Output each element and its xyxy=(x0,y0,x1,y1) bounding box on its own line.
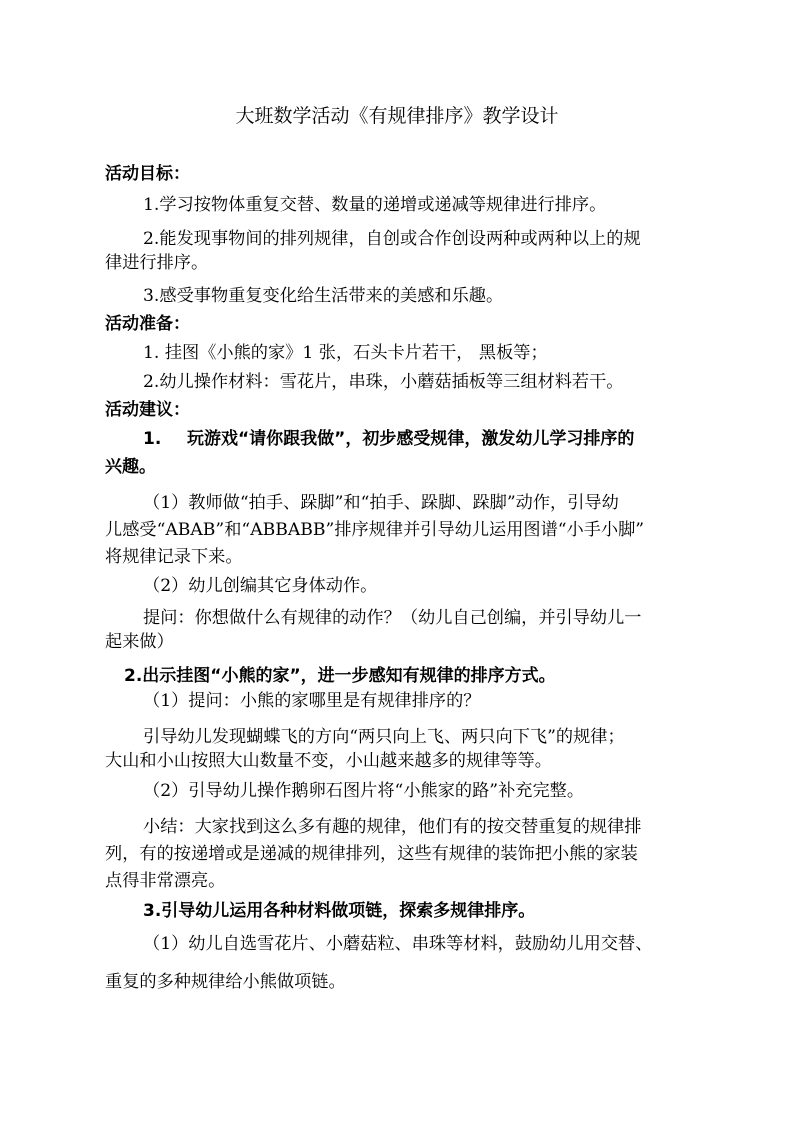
step-1-paragraph-3-line-2: 起来做） xyxy=(105,632,174,652)
step-1-paragraph-3-line-1: 提问：你想做什么有规律的动作？（幼儿自己创编，并引导幼儿一 xyxy=(143,608,642,628)
goal-item-3: 3.感受事物重复变化给生活带来的美感和乐趣。 xyxy=(143,286,504,306)
step-3-title: 3.引导幼儿运用各种材料做项链，探索多规律排序。 xyxy=(143,901,536,921)
suggestions-heading: 活动建议： xyxy=(105,400,190,420)
goal-item-2-line-2: 律进行排序。 xyxy=(105,253,209,273)
step-2-title: 2.出示挂图“小熊的家”，进一步感知有规律的排序方式。 xyxy=(124,666,556,686)
step-1-title-text: 玩游戏“请你跟我做”，初步感受规律，激发幼儿学习排序的 xyxy=(187,429,635,449)
step-1-paragraph-1-line-1: （1）教师做“拍手、跺脚”和“拍手、跺脚、跺脚”动作，引导幼 xyxy=(143,493,619,513)
step-1-title-line-2: 兴趣。 xyxy=(105,457,156,477)
step-1-paragraph-1-line-2: 儿感受“ABAB”和“ABBABB”排序规律并引导幼儿运用图谱“小手小脚” xyxy=(105,520,645,540)
step-2-paragraph-2-line-2: 大山和小山按照大山数量不变，小山越来越多的规律等等。 xyxy=(105,751,552,771)
step-2-paragraph-3: （2）引导幼儿操作鹅卵石图片将“小熊家的路”补充完整。 xyxy=(143,781,585,801)
step-1-number: 1. xyxy=(143,429,162,449)
goal-item-1: 1.学习按物体重复交替、数量的递增或递减等规律进行排序。 xyxy=(143,195,607,215)
preparation-item-1: 1. 挂图《小熊的家》1 张，石头卡片若干， 黑板等； xyxy=(143,343,548,363)
step-1-paragraph-1-line-3: 将规律记录下来。 xyxy=(105,547,243,567)
step-2-paragraph-2-line-1: 引导幼儿发现蝴蝶飞的方向“两只向上飞、两只向下飞”的规律； xyxy=(143,727,625,747)
step-3-paragraph-1-line-1: （1）幼儿自选雪花片、小蘑菇粒、串珠等材料，鼓励幼儿用交替、 xyxy=(143,934,653,954)
preparation-heading: 活动准备： xyxy=(105,314,190,334)
step-1-paragraph-2: （2）幼儿创编其它身体动作。 xyxy=(143,576,378,596)
goal-item-2-line-1: 2.能发现事物间的排列规律，自创或合作创设两种或两种以上的规 xyxy=(143,229,641,249)
step-3-paragraph-1-line-2: 重复的多种规律给小熊做项链。 xyxy=(105,972,346,992)
preparation-item-2: 2.幼儿操作材料：雪花片，串珠，小蘑菇插板等三组材料若干。 xyxy=(143,372,624,392)
step-2-paragraph-4-line-2: 列，有的按递增或是递减的规律排列，这些有规律的装饰把小熊的家装 xyxy=(105,844,638,864)
document-title: 大班数学活动《有规律排序》教学设计 xyxy=(235,105,559,127)
step-2-paragraph-4-line-1: 小结：大家找到这么多有趣的规律，他们有的按交替重复的规律排 xyxy=(143,817,642,837)
goals-heading: 活动目标： xyxy=(105,164,190,184)
step-2-paragraph-4-line-3: 点得非常漂亮。 xyxy=(105,871,226,891)
step-1-title-line-1 xyxy=(143,427,634,451)
step-2-paragraph-1: （1）提问：小熊的家哪里是有规律排序的？ xyxy=(143,691,481,711)
